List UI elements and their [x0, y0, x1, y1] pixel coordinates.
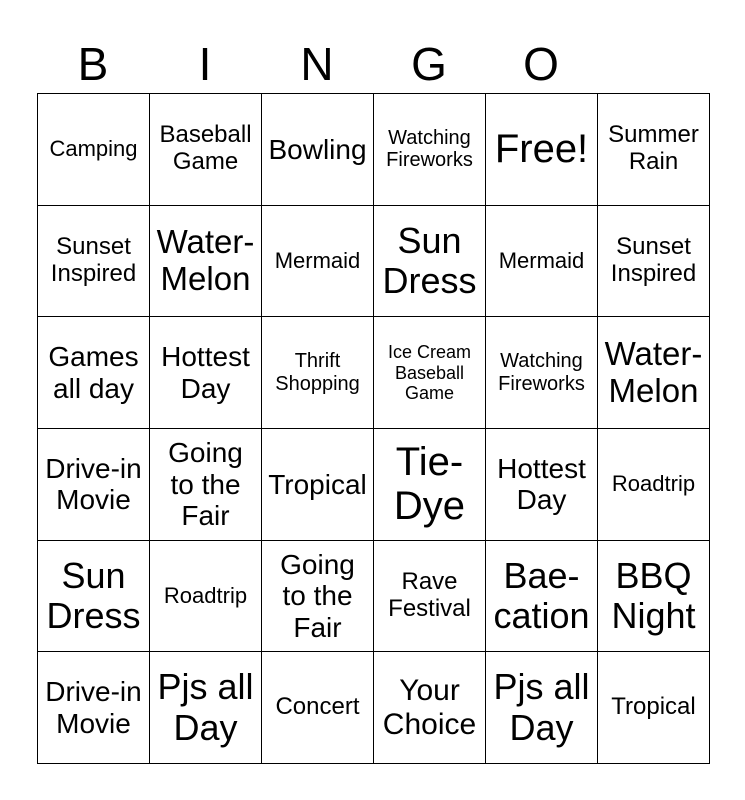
bingo-cell[interactable]: Going to the Fair: [262, 540, 374, 652]
board-row: [38, 540, 710, 652]
bingo-cell[interactable]: Pjs all Day: [150, 652, 262, 764]
bingo-cell[interactable]: Tropical: [262, 428, 374, 540]
bingo-cell[interactable]: Bae-cation: [486, 540, 598, 652]
bingo-cell[interactable]: Tropical: [598, 652, 710, 764]
bingo-cell[interactable]: Tie-Dye: [374, 428, 486, 540]
bingo-cell[interactable]: Watching Fireworks: [374, 94, 486, 206]
bingo-cell[interactable]: Sun Dress: [374, 205, 486, 317]
bingo-cell[interactable]: Roadtrip: [150, 540, 262, 652]
bingo-cell[interactable]: Drive-in Movie: [38, 652, 150, 764]
bingo-header: [37, 38, 709, 90]
bingo-cell[interactable]: Pjs all Day: [486, 652, 598, 764]
bingo-cell[interactable]: Games all day: [38, 317, 150, 429]
board-row: [38, 428, 710, 540]
bingo-cell[interactable]: Bowling: [262, 94, 374, 206]
bingo-cell[interactable]: Hottest Day: [486, 428, 598, 540]
board-row: [38, 205, 710, 317]
bingo-cell[interactable]: Water-Melon: [598, 317, 710, 429]
bingo-cell[interactable]: Rave Festival: [374, 540, 486, 652]
bingo-cell[interactable]: Thrift Shopping: [262, 317, 374, 429]
header-letter-b: B: [77, 38, 109, 90]
bingo-cell[interactable]: Water-Melon: [150, 205, 262, 317]
bingo-cell[interactable]: Your Choice: [374, 652, 486, 764]
board-row: [38, 652, 710, 764]
bingo-cell[interactable]: Mermaid: [486, 205, 598, 317]
bingo-cell[interactable]: Mermaid: [262, 205, 374, 317]
header-letter-g: G: [411, 38, 447, 90]
bingo-cell[interactable]: Sun Dress: [38, 540, 150, 652]
bingo-cell[interactable]: Baseball Game: [150, 94, 262, 206]
bingo-cell[interactable]: Ice Cream Baseball Game: [374, 317, 486, 429]
bingo-cell[interactable]: Sunset Inspired: [598, 205, 710, 317]
header-letter-o: O: [523, 38, 559, 90]
bingo-cell[interactable]: Going to the Fair: [150, 428, 262, 540]
board-row: [38, 94, 710, 206]
bingo-cell free-space[interactable]: Free!: [486, 94, 598, 206]
bingo-board: [37, 93, 710, 764]
bingo-cell[interactable]: BBQ Night: [598, 540, 710, 652]
bingo-cell[interactable]: Drive-in Movie: [38, 428, 150, 540]
header-letter-i: I: [198, 38, 212, 90]
bingo-cell[interactable]: Roadtrip: [598, 428, 710, 540]
bingo-cell[interactable]: Concert: [262, 652, 374, 764]
bingo-cell[interactable]: Hottest Day: [150, 317, 262, 429]
bingo-cell[interactable]: Watching Fireworks: [486, 317, 598, 429]
header-letter-n: N: [300, 38, 334, 90]
board-row: [38, 317, 710, 429]
bingo-cell[interactable]: Sunset Inspired: [38, 205, 150, 317]
bingo-cell[interactable]: Summer Rain: [598, 94, 710, 206]
bingo-cell[interactable]: Camping: [38, 94, 150, 206]
